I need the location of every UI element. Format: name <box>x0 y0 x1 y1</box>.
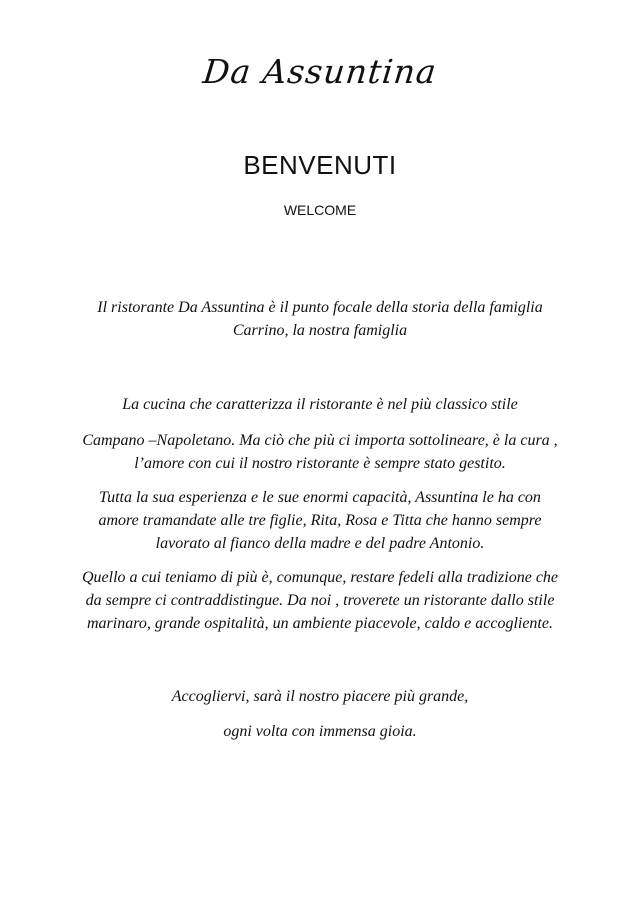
tradition-paragraph <box>40 566 600 635</box>
paragraph-line: Quello a cui teniamo di più è, comunque, restare fedeli alla tradizione che <box>81 569 559 586</box>
paragraph-line: lavorato al fianco della madre e del padre Antonio. <box>155 535 485 552</box>
paragraph-line: marinaro, grande ospitalità, un ambiente piacevole, caldo e accogliente. <box>87 615 553 632</box>
family-paragraph <box>40 486 600 555</box>
paragraph-line: amore tramandate alle tre figlie, Rita, Rosa e Titta che hanno sempre <box>98 512 542 529</box>
intro-paragraph <box>40 296 600 342</box>
paragraph-line: ogni volta con immensa gioia. <box>223 723 417 740</box>
paragraph-line: Accogliervi, sarà il nostro piacere più grande, <box>171 688 469 705</box>
closing-paragraph-1 <box>40 685 600 708</box>
welcome-subheading: WELCOME <box>283 202 357 218</box>
paragraph-line: l’amore con cui il nostro ristorante è sempre stato gestito. <box>134 455 506 472</box>
cuisine-paragraph <box>40 393 600 416</box>
paragraph-line: Carrino, la nostra famiglia <box>232 322 408 339</box>
paragraph-line: da sempre ci contraddistingue. Da noi , troverete un ristorante dallo stile <box>85 592 555 609</box>
restaurant-name: Da Assuntina <box>201 52 439 91</box>
paragraph-line: Campano –Napoletano. Ma ciò che più ci importa sottolineare, è la cura , <box>82 432 558 449</box>
paragraph-line: La cucina che caratterizza il ristorante è nel più classico stile <box>122 396 518 413</box>
paragraph-line: Il ristorante Da Assuntina è il punto focale della storia della famiglia <box>97 299 543 316</box>
style-paragraph <box>40 429 600 475</box>
closing-paragraph-2 <box>40 720 600 743</box>
paragraph-line: Tutta la sua esperienza e le sue enormi capacità, Assuntina le ha con <box>99 489 541 506</box>
welcome-heading: BENVENUTI <box>243 150 397 180</box>
